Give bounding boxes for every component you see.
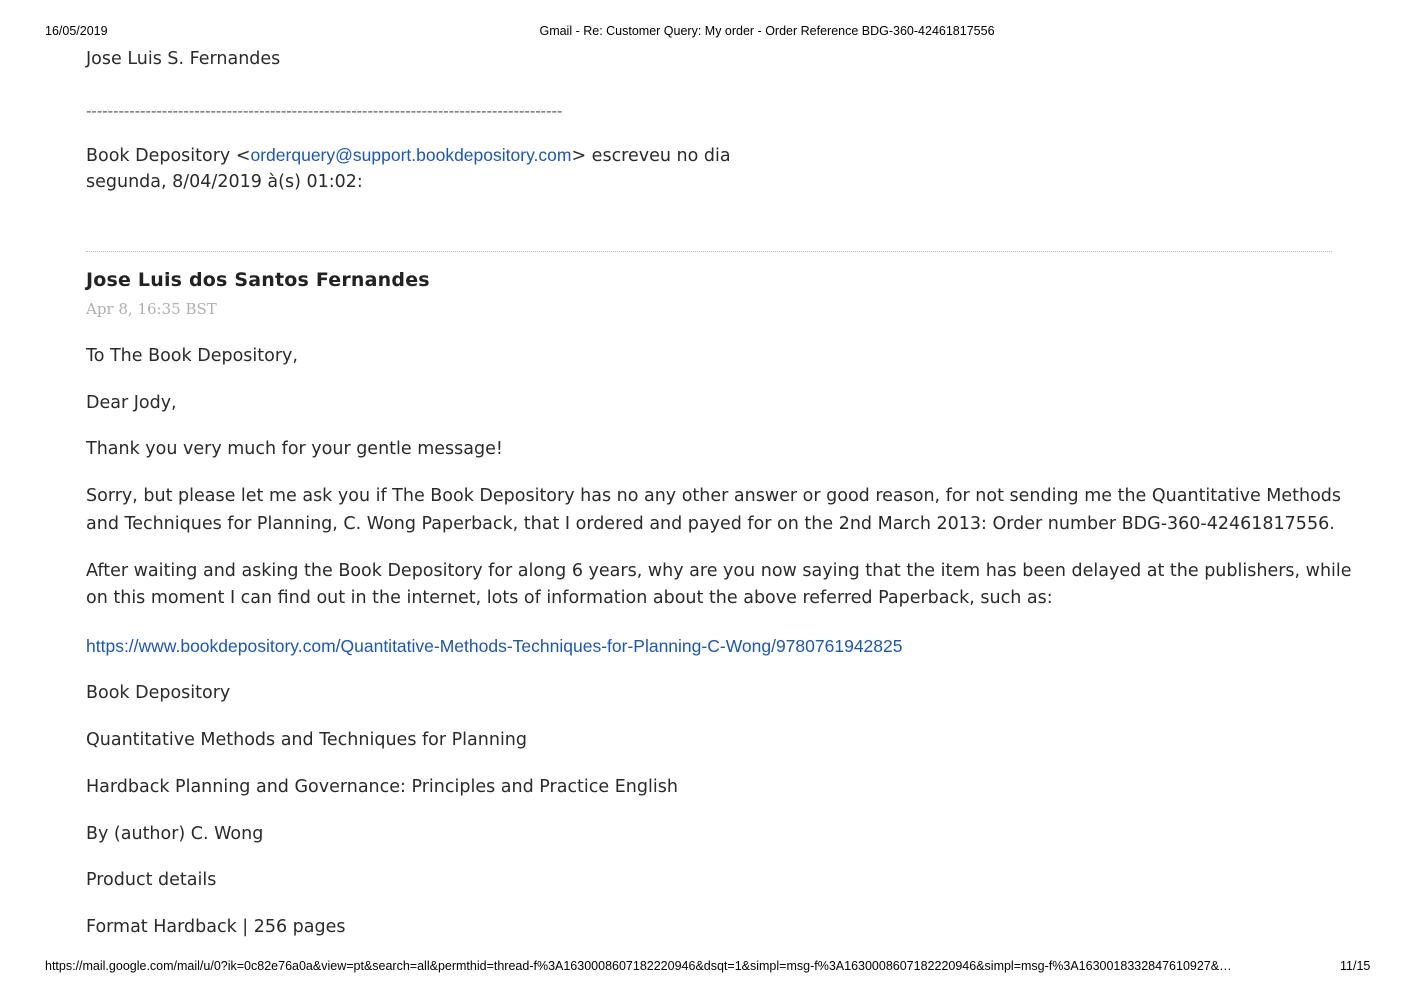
message-divider [86,251,1332,252]
print-header [0,24,1416,40]
author-line: By (author) C. Wong [86,824,264,844]
paragraph-3-line-1: After waiting and asking the Book Depository for along 6 years, why are you now saying that the item has been delayed at the publishers, while [86,561,1352,581]
product-details-line: Product details [86,870,217,890]
page-number: 11/15 [1340,959,1371,973]
thanks-paragraph: Thank you very much for your gentle message! [86,439,503,459]
print-footer [0,959,1416,975]
sender-name: Jose Luis dos Santos Fernandes [86,269,430,291]
print-title: Gmail - Re: Customer Query: My order - Order Reference BDG-360-42461817556 [539,24,995,38]
reply-prefix: Book Depository < [86,146,251,166]
paragraph-2-line-1: Sorry, but please let me ask you if The Book Depository has no any other answer or good reason, for not sending me the Quantitative Methods [86,486,1342,506]
paragraph-3-line-2: on this moment I can find out in the internet, lots of information about the above referred Paperback, such as: [86,588,1053,608]
format-line: Format Hardback | 256 pages [86,917,346,937]
greeting-line: To The Book Depository, [86,346,298,366]
store-name-line: Book Depository [86,683,231,703]
reply-email-link[interactable]: orderquery@support.bookdepository.com [250,145,572,165]
print-url: https://mail.google.com/mail/u/0?ik=0c82e76a0a&view=pt&search=all&permthid=thread-f%3A1630008607182220946&dsqt=1&simpl=msg-f%3A1630008607182220946&simpl=msg-f%3A1630018332847610927&… [45,959,1232,973]
book-title-line: Quantitative Methods and Techniques for Planning [86,730,528,750]
hardback-line: Hardback Planning and Governance: Principles and Practice English [86,777,678,797]
quoted-reply-header [86,142,731,171]
message-date: Apr 8, 16:35 BST [86,300,217,318]
quoted-reply-date: segunda, 8/04/2019 à(s) 01:02: [86,172,363,192]
paragraph-2-line-2: and Techniques for Planning, C. Wong Paperback, that I ordered and payed for on the 2nd March 2013: Order number BDG-360-42461817556. [86,514,1335,534]
product-link[interactable]: https://www.bookdepository.com/Quantitative-Methods-Techniques-for-Planning-C-Wong/9780761942825 [86,636,903,656]
quoted-signature: Jose Luis S. Fernandes [86,49,281,69]
salutation-line: Dear Jody, [86,393,177,413]
print-date: 16/05/2019 [45,24,108,38]
quoted-separator: ---------------------------------------------------------------------------------------- [86,102,563,120]
reply-suffix: > escreveu no dia [571,146,731,166]
